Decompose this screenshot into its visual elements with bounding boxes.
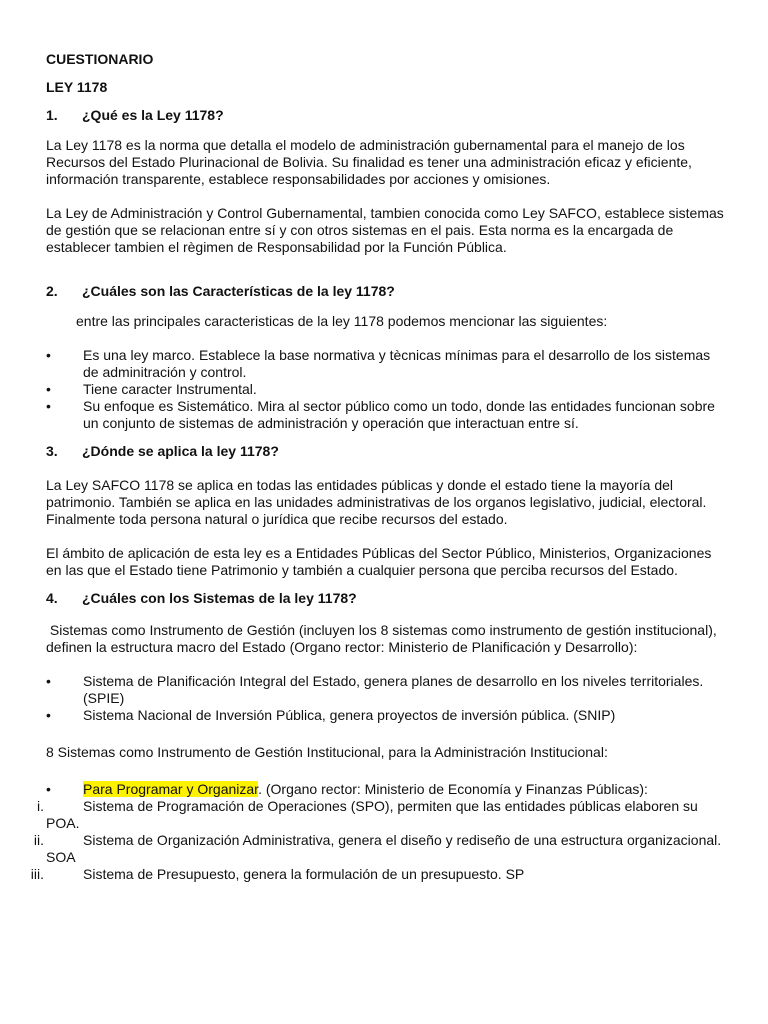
answer-1-paragraph-2: La Ley de Administración y Control Gubernamental, tambien conocida como Ley SAFCO, establece sistemas de gestión que se relacionan entre sí y con otros sistemas en el pais. Esta norma es la encargada de establecer tambien el règimen de Responsabilidad por la Función Pública.: [46, 205, 724, 255]
question-4-title: [46, 590, 726, 607]
answer-3-paragraph-1: La Ley SAFCO 1178 se aplica en todas las entidades públicas y donde el estado tiene la mayoría del patrimonio. También se aplica en las unidades administrativas de los organos legislativo, judicial, electoral. Finalmente toda persona natural o jurídica que recibe recursos del estado.: [46, 477, 707, 527]
bullet-icon: •: [46, 781, 51, 797]
list-item: [46, 347, 726, 381]
bullet-text-rest: . (Organo rector: Ministerio de Economía y Finanzas Públicas):: [258, 781, 648, 797]
question-4-text: ¿Cuáles con los Sistemas de la ley 1178?: [82, 590, 357, 606]
list-item: [37, 798, 726, 832]
list-item: [46, 781, 726, 798]
question-2-title: [46, 283, 726, 300]
highlighted-text: Para Programar y Organizar: [83, 781, 259, 797]
list-item: [30, 866, 726, 883]
bullet-text: Tiene caracter Instrumental.: [83, 381, 257, 397]
question-3-number: 3.: [46, 443, 58, 459]
bullet-text: Su enfoque es Sistemático. Mira al sector público como un todo, donde las entidades funcionan sobre un conjunto de sistemas de administración y operación que interactuan entre sí.: [83, 398, 715, 431]
list-item: [46, 707, 726, 724]
roman-item-body: Sistema de Organización Administrativa, genera el diseño y rediseño de una estructura organizacional. SOA: [46, 832, 722, 865]
list-item: [46, 398, 726, 432]
roman-item-text: [46, 798, 726, 832]
list-item: [46, 673, 726, 707]
list-item: [33, 832, 726, 866]
list-item: [46, 381, 726, 398]
document-content: [30, 51, 726, 883]
question-2-text: ¿Cuáles son las Características de la ley 1178?: [82, 283, 395, 299]
roman-numeral: iii.: [30, 866, 44, 882]
answer-1-paragraph-1: La Ley 1178 es la norma que detalla el modelo de administración gubernamental para el manejo de los Recursos del Estado Plurinacional de Bolivia. Su finalidad es tener una administración eficaz y eficiente, información transparente, establece responsabilidades por acciones y omisiones.: [46, 137, 692, 187]
bullet-text: Es una ley marco. Establece la base normativa y tècnicas mínimas para el desarrollo de los sistemas de adminitración y control.: [83, 347, 711, 380]
roman-item-body: Sistema de Programación de Operaciones (SPO), permiten que las entidades públicas elaboren su POA.: [46, 798, 698, 831]
bullet-text: [83, 781, 648, 798]
question-1-text: ¿Qué es la Ley 1178?: [82, 107, 224, 123]
bullet-icon: •: [46, 707, 51, 723]
bullet-icon: •: [46, 381, 51, 397]
law-title: LEY 1178: [46, 79, 108, 95]
document-title: CUESTIONARIO: [46, 51, 154, 67]
bullet-icon: •: [46, 398, 51, 414]
roman-item-text: [46, 866, 726, 883]
question-2-number: 2.: [46, 283, 58, 299]
bullet-text: Sistema de Planificación Integral del Estado, genera planes de desarrollo en los niveles territoriales. (SPIE): [83, 673, 704, 706]
roman-numeral: ii.: [33, 832, 44, 848]
roman-numeral: i.: [37, 798, 44, 814]
bullet-icon: •: [46, 673, 51, 689]
question-1-number: 1.: [46, 107, 58, 123]
answer-4-paragraph-2: 8 Sistemas como Instrumento de Gestión Institucional, para la Administración Institucional:: [46, 744, 608, 760]
roman-item-body: Sistema de Presupuesto, genera la formulación de un presupuesto. SP: [83, 866, 525, 882]
question-1-title: [46, 107, 726, 124]
roman-item-text: [46, 832, 726, 866]
bullet-text: Sistema Nacional de Inversión Pública, genera proyectos de inversión pública. (SNIP): [83, 707, 616, 723]
question-3-title: [46, 443, 726, 460]
question-4-number: 4.: [46, 590, 58, 606]
answer-2-intro: entre las principales caracteristicas de la ley 1178 podemos mencionar las siguientes:: [76, 313, 608, 329]
answer-3-paragraph-2: El ámbito de aplicación de esta ley es a Entidades Públicas del Sector Público, Ministerios, Organizaciones en las que el Estado tiene Patrimonio y también a cualquier persona que perciba recursos del Estado.: [46, 545, 712, 578]
answer-4-intro: Sistemas como Instrumento de Gestión (incluyen los 8 sistemas como instrumento de gestión institucional), definen la estructura macro del Estado (Organo rector: Ministerio de Planificación y Desarrollo):: [46, 622, 721, 655]
bullet-icon: •: [46, 347, 51, 363]
question-3-text: ¿Dónde se aplica la ley 1178?: [82, 443, 279, 459]
